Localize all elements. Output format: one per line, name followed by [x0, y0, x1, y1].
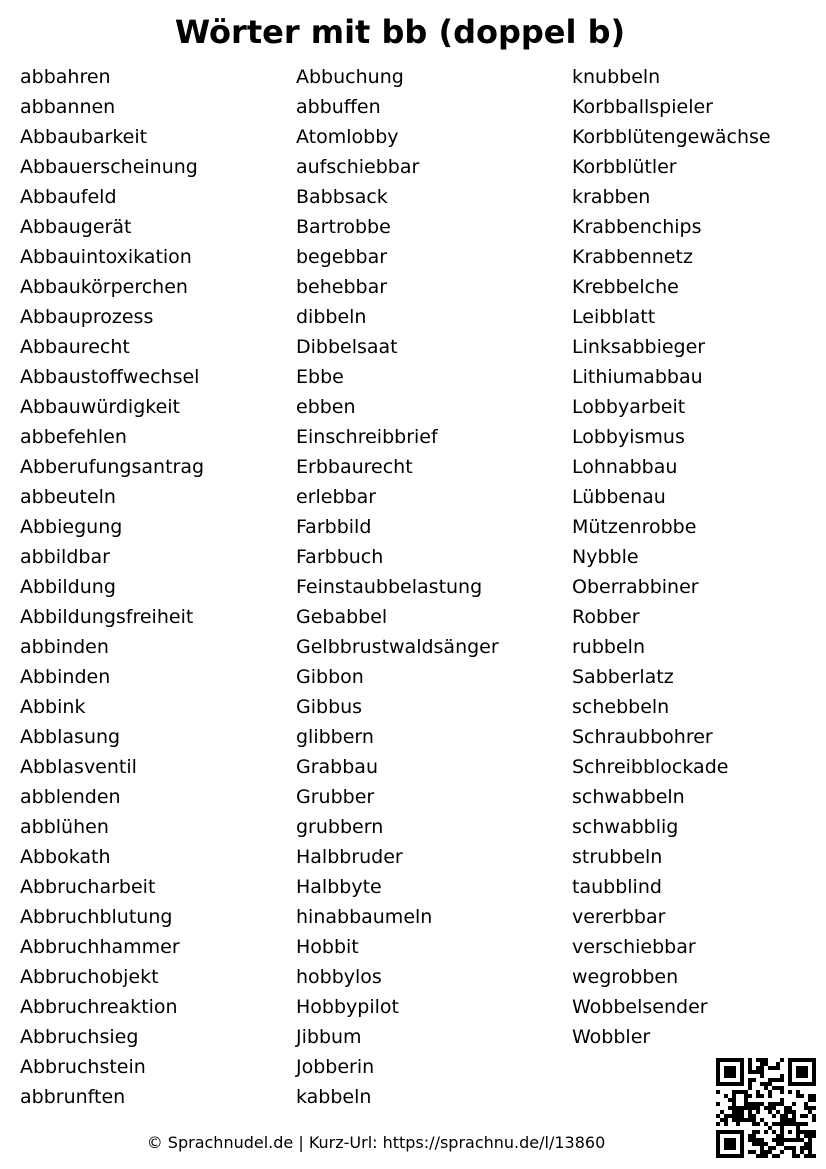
- word-list-item: Sabberlatz: [572, 666, 674, 688]
- word-list-item: Abbink: [20, 696, 86, 718]
- word-list-item: erlebbar: [296, 486, 377, 508]
- word-list-item: Robber: [572, 606, 640, 628]
- word-column-3: [572, 62, 771, 1052]
- word-list-item: Abbruchblutung: [20, 906, 173, 928]
- word-list-item: kabbeln: [296, 1086, 372, 1108]
- word-list-item: abbefehlen: [20, 426, 127, 448]
- word-list-item: Krabbennetz: [572, 246, 693, 268]
- word-list-item: Bartrobbe: [296, 216, 391, 238]
- word-list-item: Farbbuch: [296, 546, 384, 568]
- word-list-item: Wobbelsender: [572, 996, 708, 1018]
- word-list-item: krabben: [572, 186, 651, 208]
- word-list-item: Farbbild: [296, 516, 372, 538]
- word-list-item: Abblasung: [20, 726, 121, 748]
- word-list-item: Abbauintoxikation: [20, 246, 192, 268]
- word-list-item: abbeuteln: [20, 486, 116, 508]
- word-list-item: Oberrabbiner: [572, 576, 699, 598]
- word-list-item: Abbildung: [20, 576, 116, 598]
- word-list-item: abbinden: [20, 636, 109, 658]
- word-list-item: Lübbenau: [572, 486, 666, 508]
- word-list-item: Schraubbohrer: [572, 726, 713, 748]
- word-list-item: Jibbum: [296, 1026, 362, 1048]
- word-list-item: Abbauprozess: [20, 306, 154, 328]
- word-list-item: Abbokath: [20, 846, 111, 868]
- word-list-item: Abbaugerät: [20, 216, 132, 238]
- word-list-item: Grabbau: [296, 756, 378, 778]
- qr-code-icon: [716, 1058, 816, 1158]
- word-list-item: Abbinden: [20, 666, 111, 688]
- word-list-item: Feinstaubbelastung: [296, 576, 483, 598]
- word-list-item: Abbaubarkeit: [20, 126, 148, 148]
- word-list-item: Babbsack: [296, 186, 388, 208]
- word-list-item: Abbaufeld: [20, 186, 117, 208]
- word-column-2: [296, 62, 499, 1112]
- word-list-item: abblenden: [20, 786, 121, 808]
- word-list-item: Abberufungsantrag: [20, 456, 205, 478]
- word-list-item: strubbeln: [572, 846, 663, 868]
- word-list-item: Schreibblockade: [572, 756, 729, 778]
- word-list-item: Korbblütler: [572, 156, 677, 178]
- word-list-item: dibbeln: [296, 306, 367, 328]
- word-list-item: Abbuchung: [296, 66, 404, 88]
- word-list-item: glibbern: [296, 726, 374, 748]
- word-list-item: Korbballspieler: [572, 96, 713, 118]
- word-list-item: Abbauwürdigkeit: [20, 396, 181, 418]
- word-list-item: abbildbar: [20, 546, 110, 568]
- word-list-item: Abbaustoffwechsel: [20, 366, 200, 388]
- word-list-item: rubbeln: [572, 636, 645, 658]
- word-list-item: knubbeln: [572, 66, 661, 88]
- word-list-item: Nybble: [572, 546, 639, 568]
- word-column-1: [20, 62, 204, 1112]
- word-list-item: vererbbar: [572, 906, 666, 928]
- word-list-item: Abbruchhammer: [20, 936, 180, 958]
- word-list-item: hobbylos: [296, 966, 382, 988]
- word-list-item: Halbbyte: [296, 876, 382, 898]
- word-list-item: Einschreibbrief: [296, 426, 438, 448]
- word-list-item: grubbern: [296, 816, 384, 838]
- word-list-item: Abbaukörperchen: [20, 276, 188, 298]
- word-list-item: Abbaurecht: [20, 336, 130, 358]
- word-list-item: Linksabbieger: [572, 336, 706, 358]
- word-list-item: Lobbyismus: [572, 426, 685, 448]
- word-list-item: behebbar: [296, 276, 388, 298]
- word-list-item: Abbauerscheinung: [20, 156, 198, 178]
- word-list-item: abbuffen: [296, 96, 381, 118]
- word-list-item: Lohnabbau: [572, 456, 678, 478]
- word-list-item: Abbruchobjekt: [20, 966, 159, 988]
- word-list-item: abbrunften: [20, 1086, 126, 1108]
- word-list-item: Krebbelche: [572, 276, 679, 298]
- word-list-item: Atomlobby: [296, 126, 399, 148]
- word-list-item: Jobberin: [296, 1056, 375, 1078]
- footer-credit: © Sprachnudel.de | Kurz-Url: https://sprachnu.de/l/13860: [146, 1133, 606, 1152]
- word-list-item: Korbblütengewächse: [572, 126, 771, 148]
- page-title: Wörter mit bb (doppel b): [174, 13, 626, 51]
- word-list-item: Hobbypilot: [296, 996, 399, 1018]
- word-list-item: Hobbit: [296, 936, 359, 958]
- word-list-item: schwabblig: [572, 816, 679, 838]
- word-list-item: Gibbon: [296, 666, 364, 688]
- word-list-item: abbannen: [20, 96, 116, 118]
- word-list-item: Abbildungsfreiheit: [20, 606, 194, 628]
- word-list-item: Gibbus: [296, 696, 363, 718]
- word-list-item: Abbiegung: [20, 516, 123, 538]
- word-list-item: schebbeln: [572, 696, 670, 718]
- word-list-item: Wobbler: [572, 1026, 651, 1048]
- word-list-item: Dibbelsaat: [296, 336, 398, 358]
- word-list-item: Leibblatt: [572, 306, 656, 328]
- word-list-item: Abbruchstein: [20, 1056, 146, 1078]
- word-list-item: wegrobben: [572, 966, 679, 988]
- word-list-item: abbahren: [20, 66, 111, 88]
- word-list-item: Abbruchsieg: [20, 1026, 139, 1048]
- word-list-item: Halbbruder: [296, 846, 403, 868]
- word-list-item: aufschiebbar: [296, 156, 420, 178]
- word-list-item: begebbar: [296, 246, 388, 268]
- word-list-item: Erbbaurecht: [296, 456, 413, 478]
- word-list-item: Ebbe: [296, 366, 344, 388]
- word-list-item: Gebabbel: [296, 606, 388, 628]
- word-list-item: schwabbeln: [572, 786, 685, 808]
- word-list-item: taubblind: [572, 876, 662, 898]
- word-list-item: hinabbaumeln: [296, 906, 433, 928]
- word-list-item: ebben: [296, 396, 356, 418]
- word-list-item: Grubber: [296, 786, 375, 808]
- word-list-item: Abblasventil: [20, 756, 137, 778]
- word-list-item: Mützenrobbe: [572, 516, 697, 538]
- word-list-item: Abbruchreaktion: [20, 996, 178, 1018]
- word-list-item: abblühen: [20, 816, 109, 838]
- word-list-item: verschiebbar: [572, 936, 696, 958]
- word-list-item: Krabbenchips: [572, 216, 702, 238]
- word-list-item: Lobbyarbeit: [572, 396, 686, 418]
- word-list-item: Abbrucharbeit: [20, 876, 156, 898]
- word-list-item: Gelbbrustwaldsänger: [296, 636, 499, 658]
- word-list-item: Lithiumabbau: [572, 366, 703, 388]
